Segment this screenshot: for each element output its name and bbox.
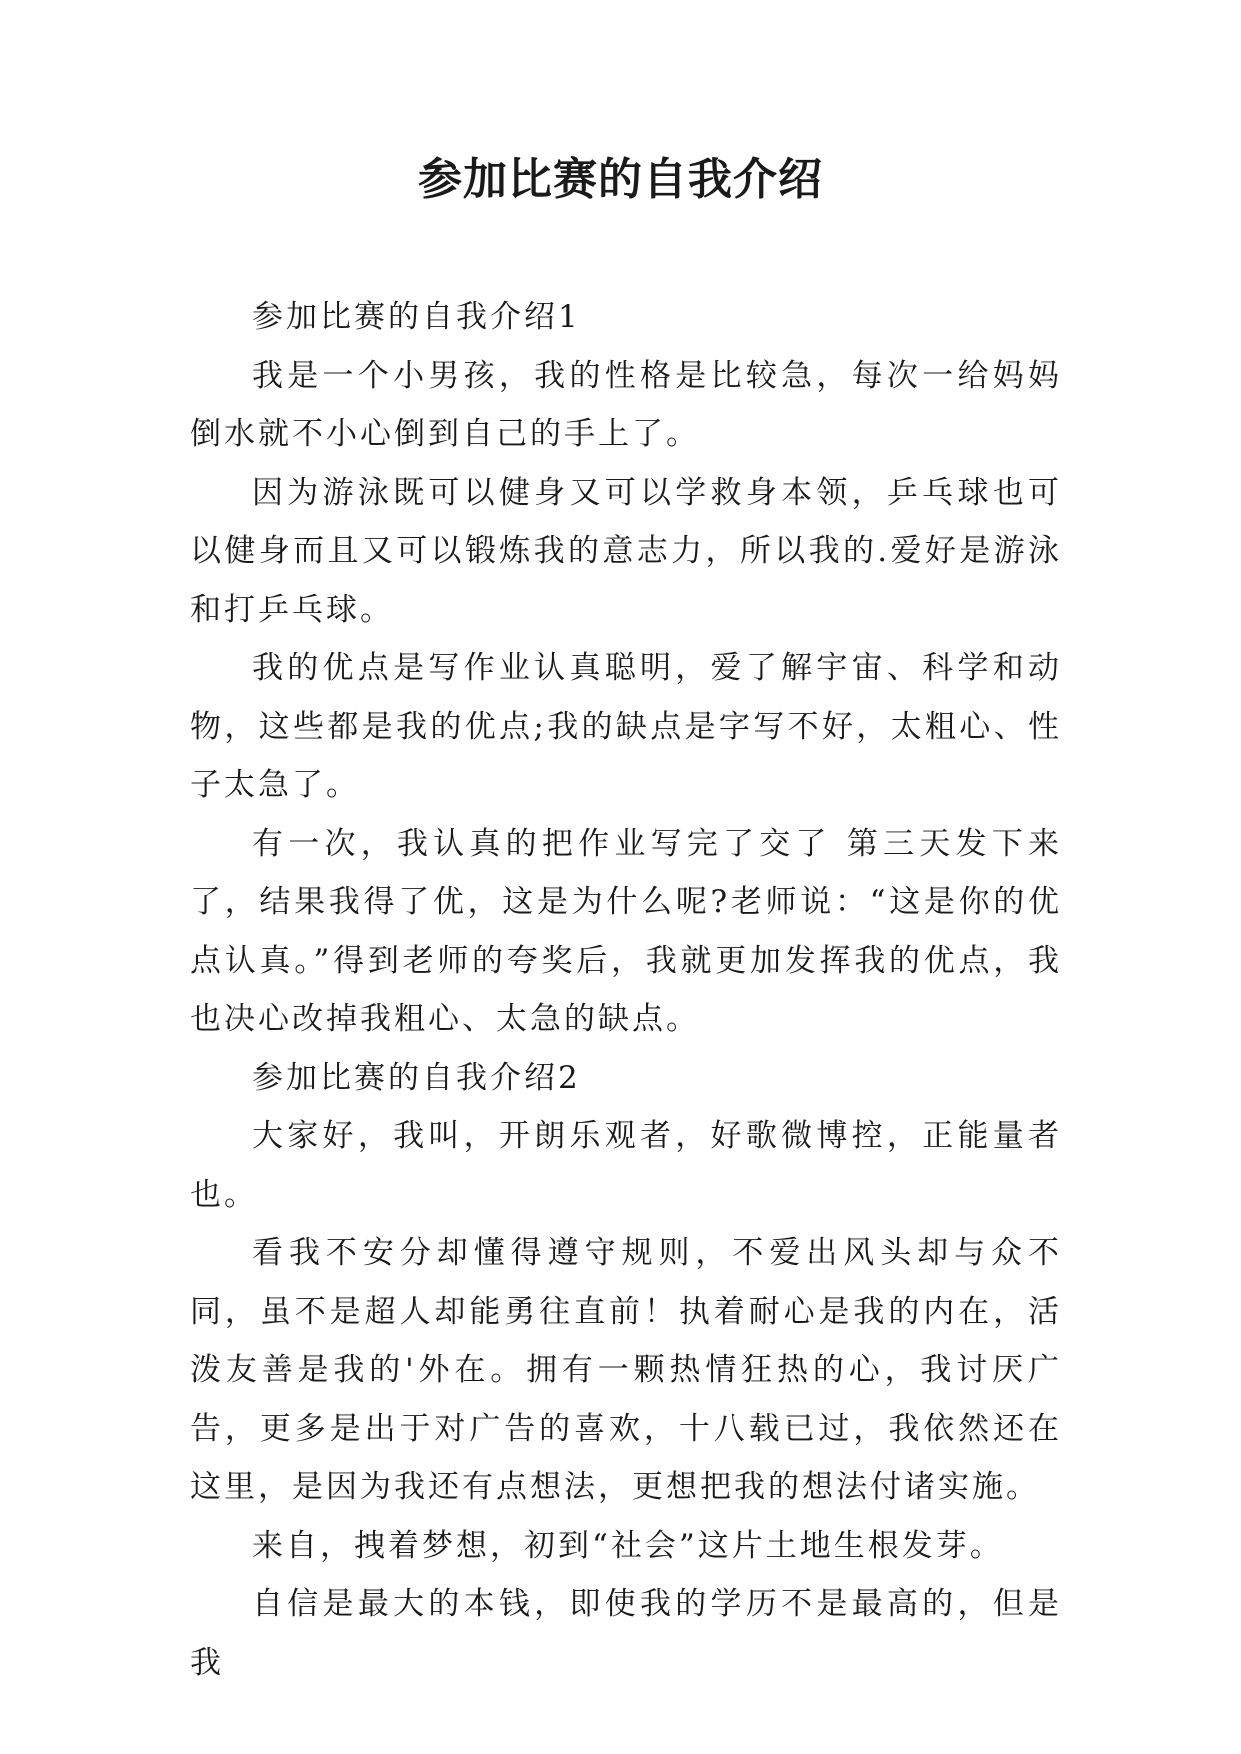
- section-heading-1: 参加比赛的自我介绍1: [252, 299, 581, 335]
- paragraph: 看我不安分却懂得遵守规则，不爱出风头却与众不同，虽不是超人却能勇往直前！执着耐心是我的内在，活泼友善是我的'外在。拥有一颗热情狂热的心，我讨厌广告，更多是出于对广告的喜欢，十八载已过，我依然还在这里，是因为我还有点想法，更想把我的想法付诸实施。: [190, 1235, 1062, 1505]
- paragraph: 我是一个小男孩，我的性格是比较急，每次一给妈妈倒水就不小心倒到自己的手上了。: [190, 357, 1062, 452]
- paragraph: 有一次，我认真的把作业写完了交了 第三天发下来了，结果我得了优，这是为什么呢?老师说：“这是你的优点认真。”得到老师的夸奖后，我就更加发挥我的优点，我也决心改掉我粗心、太急的缺点。: [190, 825, 1062, 1037]
- paragraph: 因为游泳既可以健身又可以学救身本领，乒乓球也可以健身而且又可以锻炼我的意志力，所以我的.爱好是游泳和打乒乓球。: [190, 474, 1062, 628]
- paragraph: 来自，拽着梦想，初到“社会”这片土地生根发芽。: [252, 1527, 1004, 1564]
- section-heading-2: 参加比赛的自我介绍2: [252, 1059, 581, 1096]
- document-body: [190, 288, 1062, 1692]
- paragraph: 我的优点是写作业认真聪明，爱了解宇宙、科学和动物，这些都是我的优点;我的缺点是字写不好，太粗心、性子太急了。: [190, 650, 1062, 803]
- paragraph: 大家好，我叫，开朗乐观者，好歌微博控，正能量者也。: [190, 1118, 1062, 1213]
- paragraph: 自信是最大的本钱，即使我的学历不是最高的，但是我: [190, 1586, 1062, 1681]
- document-title: 参加比赛的自我介绍: [418, 154, 823, 205]
